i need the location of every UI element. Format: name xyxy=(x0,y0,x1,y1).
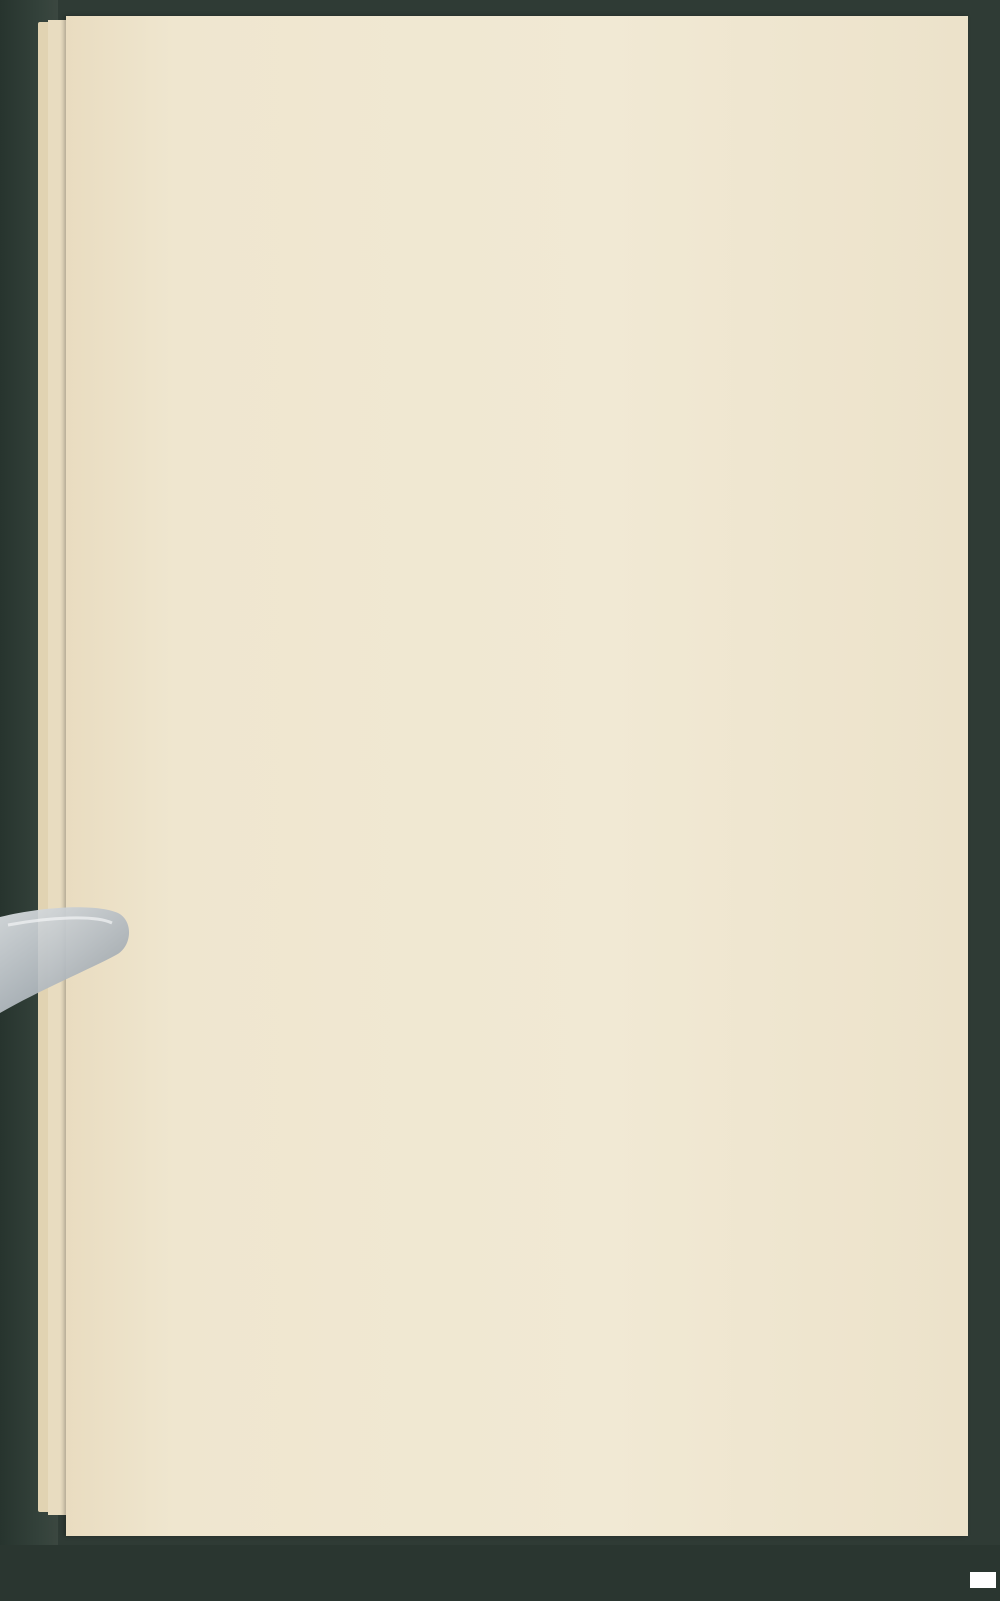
scan-bottom-bar xyxy=(0,1545,1000,1601)
thumb-icon xyxy=(0,895,130,1015)
book-page xyxy=(66,16,968,1536)
dfg-logo xyxy=(970,1572,996,1588)
